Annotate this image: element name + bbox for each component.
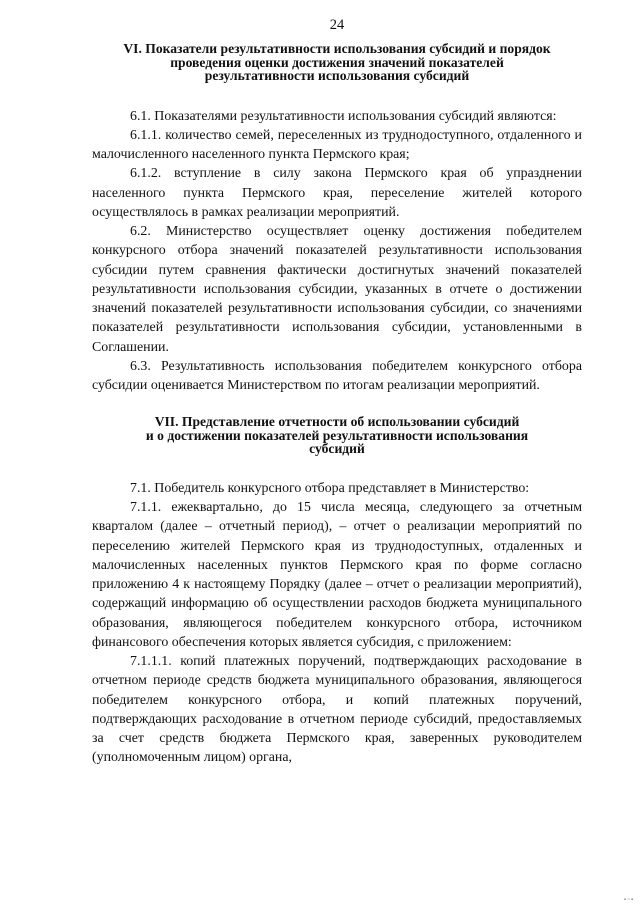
paragraph-6-1: 6.1. Показателями результативности использования субсидий являются: bbox=[130, 108, 557, 124]
heading-line: и о достижении показателей результативности использования bbox=[145, 427, 529, 443]
section-6-heading bbox=[92, 42, 582, 83]
heading-line: субсидий bbox=[309, 441, 365, 457]
paragraph-6-1-1: 6.1.1. количество семей, переселенных из труднодоступного, отдаленного и малочисленного населенного пункта Пермского края; bbox=[92, 127, 582, 162]
heading-line: проведения оценки достижения значений показателей bbox=[170, 54, 504, 70]
paragraph-7-1-1: 7.1.1. ежеквартально, до 15 числа месяца, следующего за отчетным кварталом (далее – отчетный период), – отчет о реализации мероприятий по переселению жителей Пермского края из труднодоступных, отдаленных и малочисленных населенных пунктов Пермского края по форме согласно приложению 4 к настоящему Порядку (далее – отчет о реализации мероприятий), содержащий информацию об осуществлении расходов бюджета муниципального образования, являющегося победителем конкурсного отбора, источником финансового обеспечения которых является субсидия, с приложением: bbox=[92, 500, 582, 650]
paragraph-6-1-2: 6.1.2. вступление в силу закона Пермского края об упразднении населенного пункта Пермского края, переселение жителей которого осуществлялось в рамках реализации мероприятий. bbox=[92, 166, 582, 220]
page-number: 24 bbox=[329, 17, 345, 33]
heading-line: результативности использования субсидий bbox=[204, 68, 470, 83]
heading-line: VI. Показатели результативности использования субсидий и порядок bbox=[123, 41, 551, 56]
heading-line: VII. Представление отчетности об использовании субсидий bbox=[154, 414, 520, 430]
paragraph-6-2: 6.2. Министерство осуществляет оценку достижения победителем конкурсного отбора значений показателей результативности использования субсидии путем сравнения фактически достигнутых значений показателей результативности использования субсидии, указанных в отчете о достижении значений показателей результативности использования субсидии, со значениями показателей результативности использования субсидии, установленными в Соглашении. bbox=[92, 224, 582, 355]
paragraph-7-1: 7.1. Победитель конкурсного отбора представляет в Министерство: bbox=[130, 480, 530, 496]
scan-corner-mark: ▪▫▪ bbox=[623, 896, 634, 903]
paragraph-6-3: 6.3. Результативность использования победителем конкурсного отбора субсидии оценивается Министерством по итогам реализации мероприятий. bbox=[92, 358, 582, 393]
paragraph-7-1-1-1: 7.1.1.1. копий платежных поручений, подтверждающих расходование в отчетном периоде средств бюджета муниципального образования, являющегося победителем конкурсного отбора, и копий платежных поручений, подтверждающих расходование в отчетном периоде субсидий, предоставляемых за счет средств бюджета Пермского края, заверенных руководителем (уполномоченным лицом) органа, bbox=[92, 654, 582, 766]
section-7-heading bbox=[92, 415, 582, 456]
